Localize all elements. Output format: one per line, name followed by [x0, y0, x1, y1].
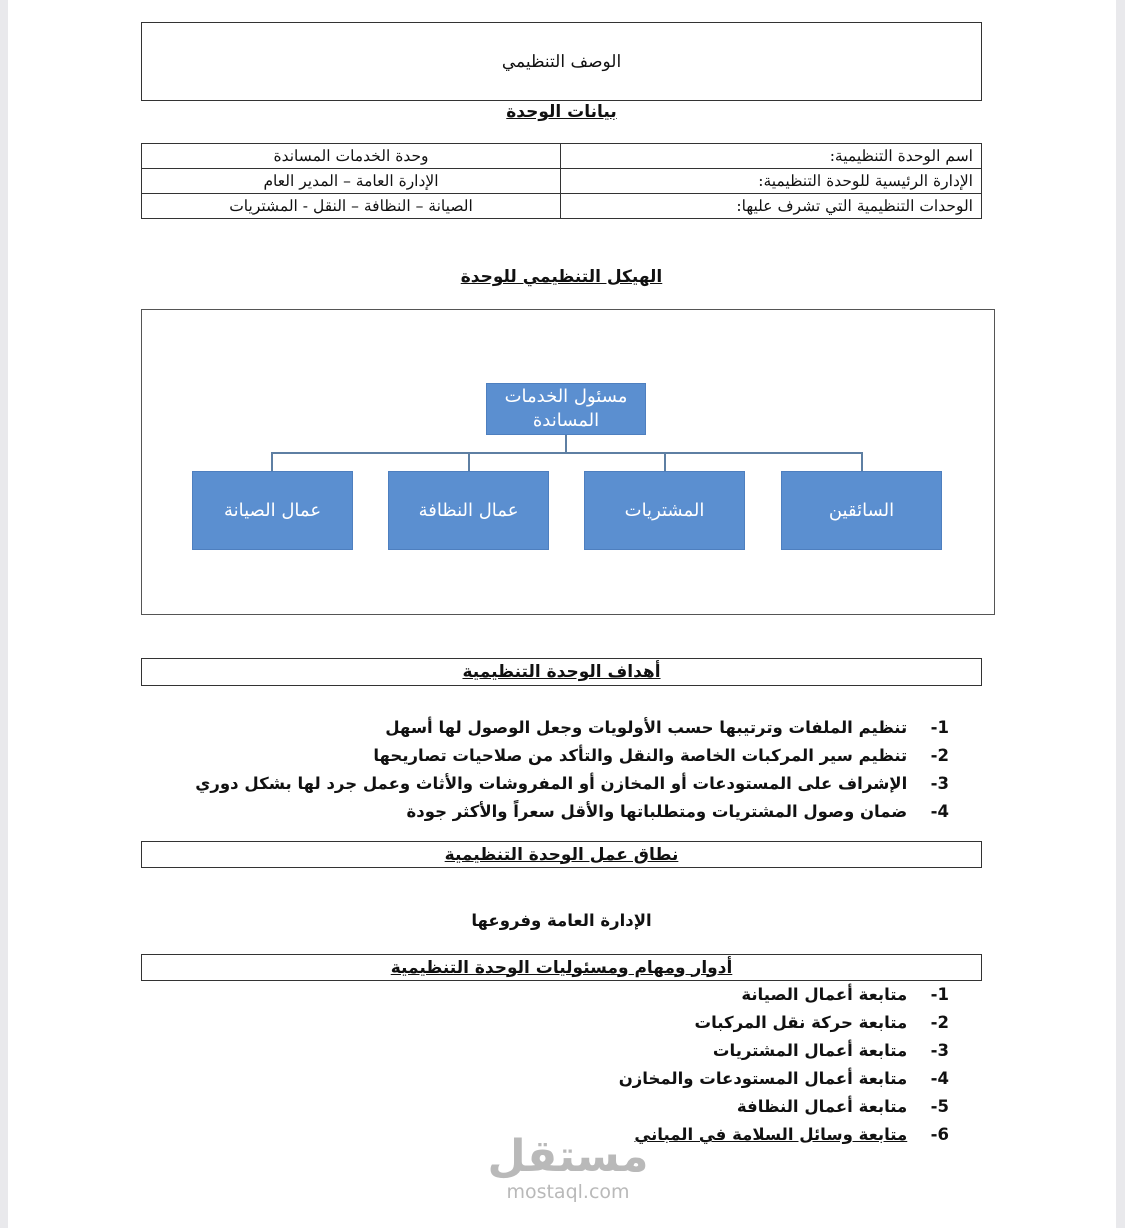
document-title: الوصف التنظيمي	[501, 51, 622, 72]
scope-text: الإدارة العامة وفروعها	[471, 911, 652, 930]
list-item: 3- الإشراف على المستودعات أو المخازن أو المفروشات والأثاث وعمل جرد لها بشكل دوري	[195, 774, 949, 793]
list-item: 2- متابعة حركة نقل المركبات	[694, 1013, 949, 1032]
list-item: 1- تنظيم الملفات وترتيبها حسب الأولويات وجعل الوصول لها أسهل	[385, 718, 949, 737]
title-box	[141, 22, 982, 101]
objectives-heading-box	[141, 658, 982, 686]
list-item: 4- ضمان وصول المشتريات ومتطلباتها والأقل سعراً والأكثر جودة	[406, 802, 949, 821]
list-item: 1- متابعة أعمال الصيانة	[741, 985, 949, 1004]
document-page	[8, 0, 1116, 1228]
parent-dept-label: الإدارة الرئيسية للوحدة التنظيمية:	[561, 169, 982, 194]
org-root-node: مسئول الخدمات المساندة	[486, 383, 646, 435]
unit-name-label: اسم الوحدة التنظيمية:	[561, 144, 982, 169]
watermark-arabic: مستقل	[487, 1131, 649, 1182]
connector-root	[565, 435, 567, 452]
objectives-list	[195, 714, 949, 826]
list-item: 6- متابعة وسائل السلامة في المباني	[634, 1125, 949, 1144]
unit-name-value: وحدة الخدمات المساندة	[142, 144, 561, 169]
list-item: 2- تنظيم سير المركبات الخاصة والنقل والتأكد من صلاحيات تصاريحها	[373, 746, 949, 765]
scope-heading: نطاق عمل الوحدة التنظيمية	[444, 844, 679, 865]
supervised-units-label: الوحدات التنظيمية التي تشرف عليها:	[561, 194, 982, 219]
scope-heading-box	[141, 841, 982, 868]
org-node-cleaning: عمال النظافة	[388, 471, 549, 550]
table-row	[142, 144, 982, 169]
org-node-maintenance: عمال الصيانة	[192, 471, 353, 550]
list-item: 3- متابعة أعمال المشتريات	[712, 1041, 949, 1060]
connector-child-4	[271, 452, 273, 471]
table-row	[142, 169, 982, 194]
viewer-edge	[1116, 0, 1125, 1228]
mostaql-watermark	[478, 1132, 658, 1202]
org-node-drivers: السائقين	[781, 471, 942, 550]
org-chart-heading: الهيكل التنظيمي للوحدة	[460, 267, 663, 287]
unit-data-table	[141, 143, 982, 219]
roles-list	[619, 981, 949, 1149]
watermark-latin: mostaql.com	[506, 1181, 630, 1203]
roles-heading: أدوار ومهام ومسئوليات الوحدة التنظيمية	[390, 957, 733, 978]
objectives-heading: أهداف الوحدة التنظيمية	[462, 662, 661, 682]
unit-data-heading: بيانات الوحدة	[506, 102, 617, 122]
connector-child-3	[468, 452, 470, 471]
list-item: 4- متابعة أعمال المستودعات والمخازن	[618, 1069, 949, 1088]
org-chart	[141, 309, 995, 615]
supervised-units-value: الصيانة – النظافة – النقل - المشتريات	[142, 194, 561, 219]
connector-child-2	[664, 452, 666, 471]
org-node-purchases: المشتريات	[584, 471, 745, 550]
roles-heading-box	[141, 954, 982, 981]
parent-dept-value: الإدارة العامة – المدير العام	[142, 169, 561, 194]
connector-horizontal	[271, 452, 863, 454]
list-item: 5- متابعة أعمال النظافة	[736, 1097, 949, 1116]
table-row	[142, 194, 982, 219]
connector-child-1	[861, 452, 863, 471]
